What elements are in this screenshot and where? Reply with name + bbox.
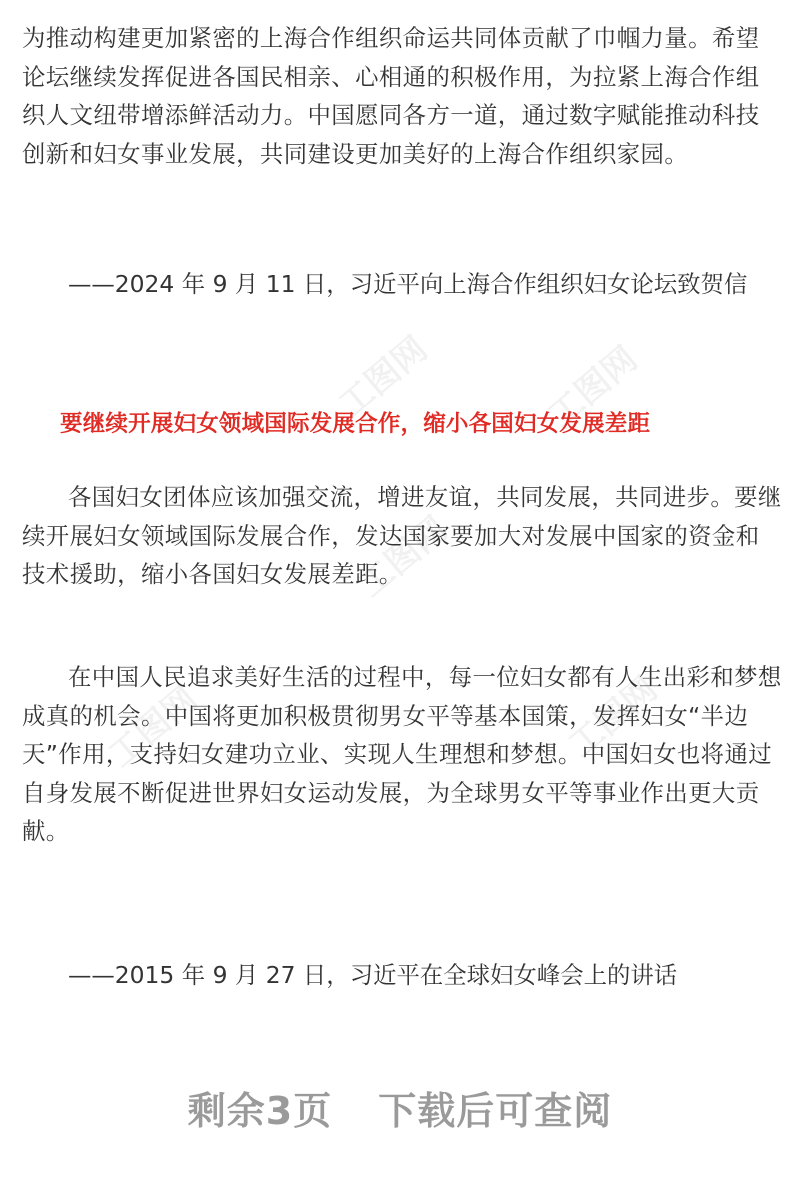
download-to-view-label: 下载后可查阅 bbox=[378, 1089, 613, 1133]
download-banner[interactable] bbox=[0, 1080, 800, 1135]
quote-source: ——2024 年 9 月 11 日，习近平向上海合作组织妇女论坛致贺信 bbox=[68, 270, 748, 298]
watermark: 工图网 bbox=[561, 669, 666, 766]
body-paragraph: 为推动构建更加紧密的上海合作组织命运共同体贡献了巾帼力量。希望论坛继续发挥促进各国民相亲、心相通的积极作用，为拉紧上海合作组织人文纽带增添鲜活动力。中国愿同各方一道，通过数字赋能推动科技创新和妇女事业发展，共同建设更加美好的上海合作组织家园。 bbox=[22, 24, 760, 168]
body-paragraph: 各国妇女团体应该加强交流，增进友谊，共同发展，共同进步。要继续开展妇女领域国际发展合作，发达国家要加大对发展中国家的资金和技术援助，缩小各国妇女发展差距。 bbox=[22, 483, 782, 588]
section-heading: 要继续开展妇女领域国际发展合作，缩小各国妇女发展差距 bbox=[60, 411, 651, 437]
watermark: 工图网 bbox=[331, 329, 436, 426]
watermark: 工图网 bbox=[101, 679, 206, 776]
quote-source: ——2015 年 9 月 27 日，习近平在全球妇女峰会上的讲话 bbox=[68, 961, 678, 989]
watermark: 工图网 bbox=[541, 339, 646, 436]
body-paragraph: 在中国人民追求美好生活的过程中，每一位妇女都有人生出彩和梦想成真的机会。中国将更加积极贯彻男女平等基本国策，发挥妇女“半边天”作用，支持妇女建功立业、实现人生理想和梦想。中国妇女也将通过自身发展不断促进世界妇女运动发展，为全球男女平等事业作出更大贡献。 bbox=[22, 663, 782, 845]
remaining-pages-label: 剩余3页 bbox=[187, 1089, 333, 1133]
watermark: 工图网 bbox=[351, 509, 456, 606]
